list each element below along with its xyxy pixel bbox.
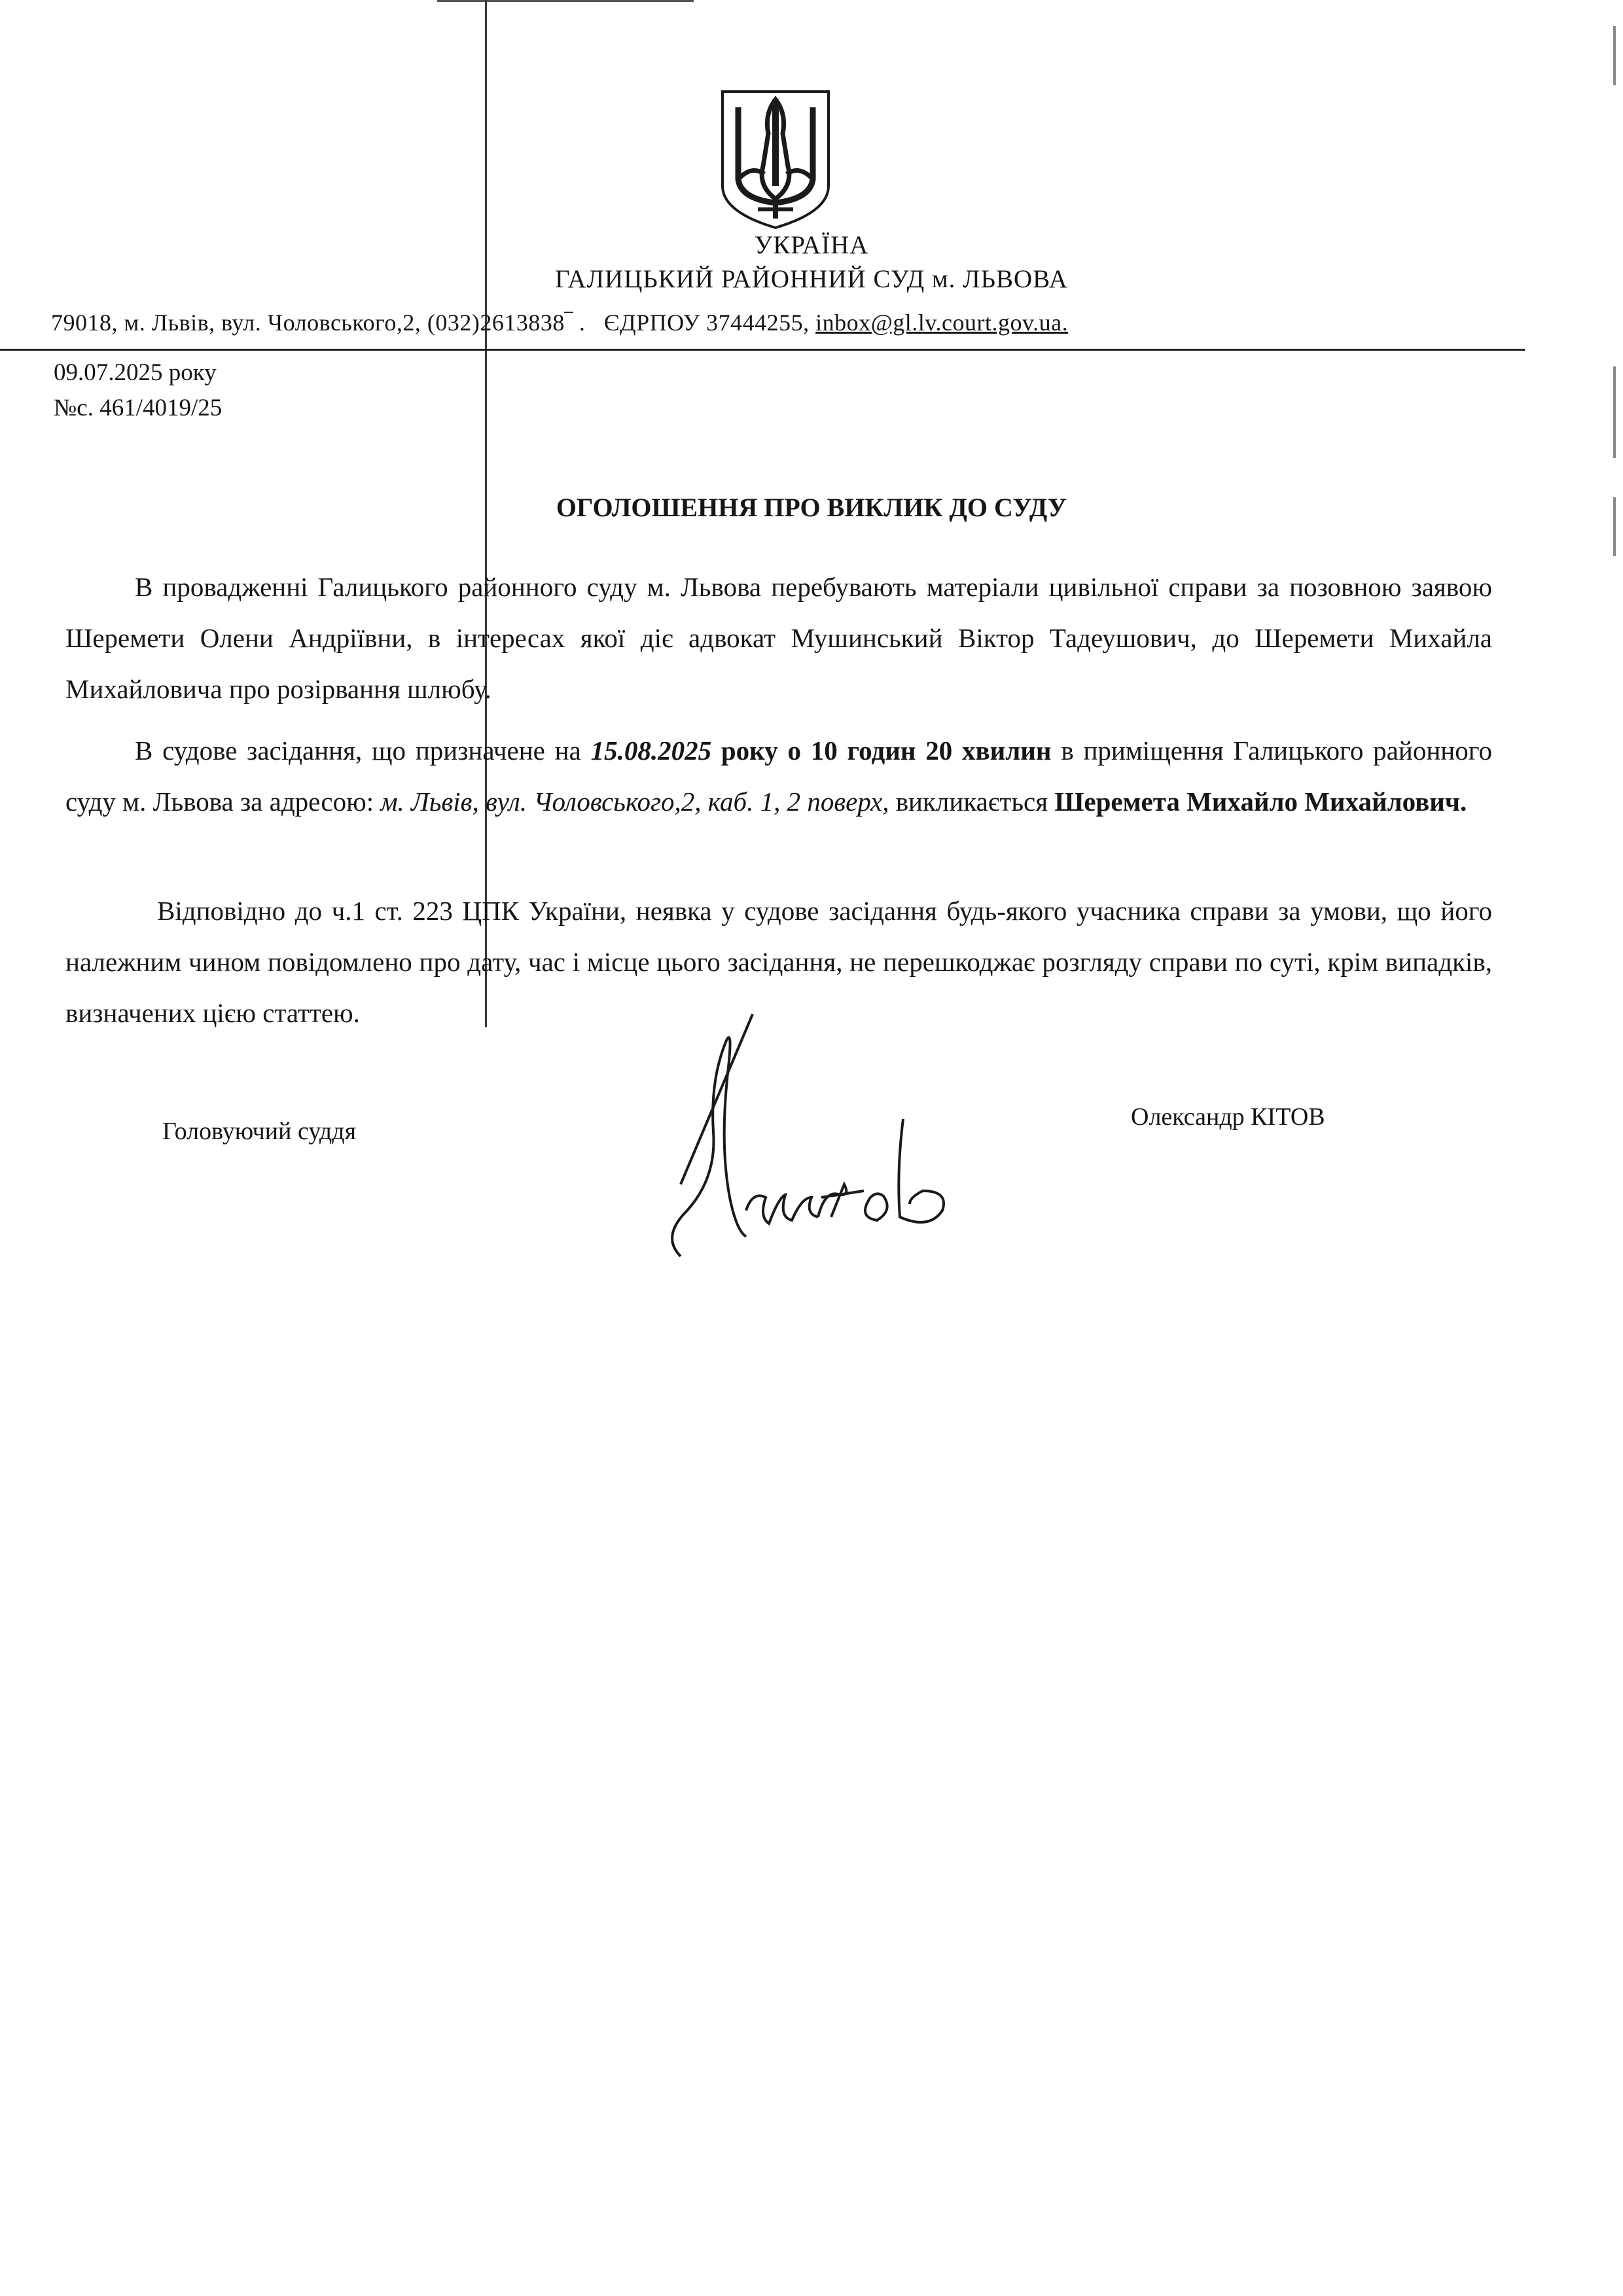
document-title: ОГОЛОШЕННЯ ПРО ВИКЛИК ДО СУДУ (556, 493, 1067, 522)
court-address: 79018, м. Львів, вул. Чоловського,2, (032)2613838 (51, 309, 565, 336)
hearing-date: 15.08.2025 (590, 735, 712, 766)
hearing-lead-text: В судове засідання, що призначене на (135, 735, 591, 766)
signatory-name: Олександр КІТОВ (1131, 1103, 1325, 1131)
hearing-pre-name-text: викликається (889, 786, 1055, 817)
hearing-address: м. Львів, вул. Чоловського,2, каб. 1, 2 поверх, (380, 786, 889, 817)
scan-edge-mark (1613, 366, 1616, 458)
header-divider (0, 349, 1525, 351)
paragraph-proceedings (65, 561, 1492, 715)
header-address-line: 79018, м. Львів, вул. Чоловського,2, (032)2613838‾ . ЄДРПОУ 37444255, inbox@gl.lv.court.gov.ua. (51, 309, 1069, 336)
handwritten-signature (654, 1001, 995, 1263)
header-court-name: ГАЛИЦЬКИЙ РАЙОННИЙ СУД м. ЛЬВОВА (555, 265, 1068, 293)
scan-edge-mark (1613, 26, 1616, 85)
header-country: УКРАЇНА (754, 231, 869, 259)
document-date: 09.07.2025 року (54, 359, 217, 386)
court-edrpou: ЄДРПОУ 37444255, (603, 309, 810, 336)
paragraph-hearing (65, 725, 1492, 827)
hearing-time: року о 10 годин 20 хвилин (711, 735, 1052, 766)
signatory-role: Головуючий суддя (162, 1118, 357, 1145)
coat-of-arms-icon (719, 88, 832, 232)
summoned-person-name: Шеремета Михайло Михайлович. (1054, 786, 1467, 817)
paragraph-proceedings-text: В провадженні Галицького районного суду м. Львова перебувають матеріали цивільної справи за позовною заявою Шеремети Олени Андріївни, в інтересах якої діє адвокат Мушинський Віктор Тадеушович, до Шеремети Михайла Михайловича про розірвання шлюбу. (65, 572, 1492, 704)
court-email-link[interactable]: inbox@gl.lv.court.gov.ua. (815, 309, 1069, 336)
case-number: №с. 461/4019/25 (54, 395, 223, 421)
paragraph-legal-basis-text: Відповідно до ч.1 ст. 223 ЦПК України, неявка у судове засідання будь-якого учасника справи за умови, що його належним чином повідомлено про дату, час і місце цього засідання, не перешкоджає розгляду справи по суті, крім випадків, визначених цією статтею. (65, 896, 1492, 1028)
scan-artifact-top (437, 0, 694, 2)
hearing-mid-text: в приміщення Галицького районного суду м. Львова за адресою: (65, 735, 1492, 817)
